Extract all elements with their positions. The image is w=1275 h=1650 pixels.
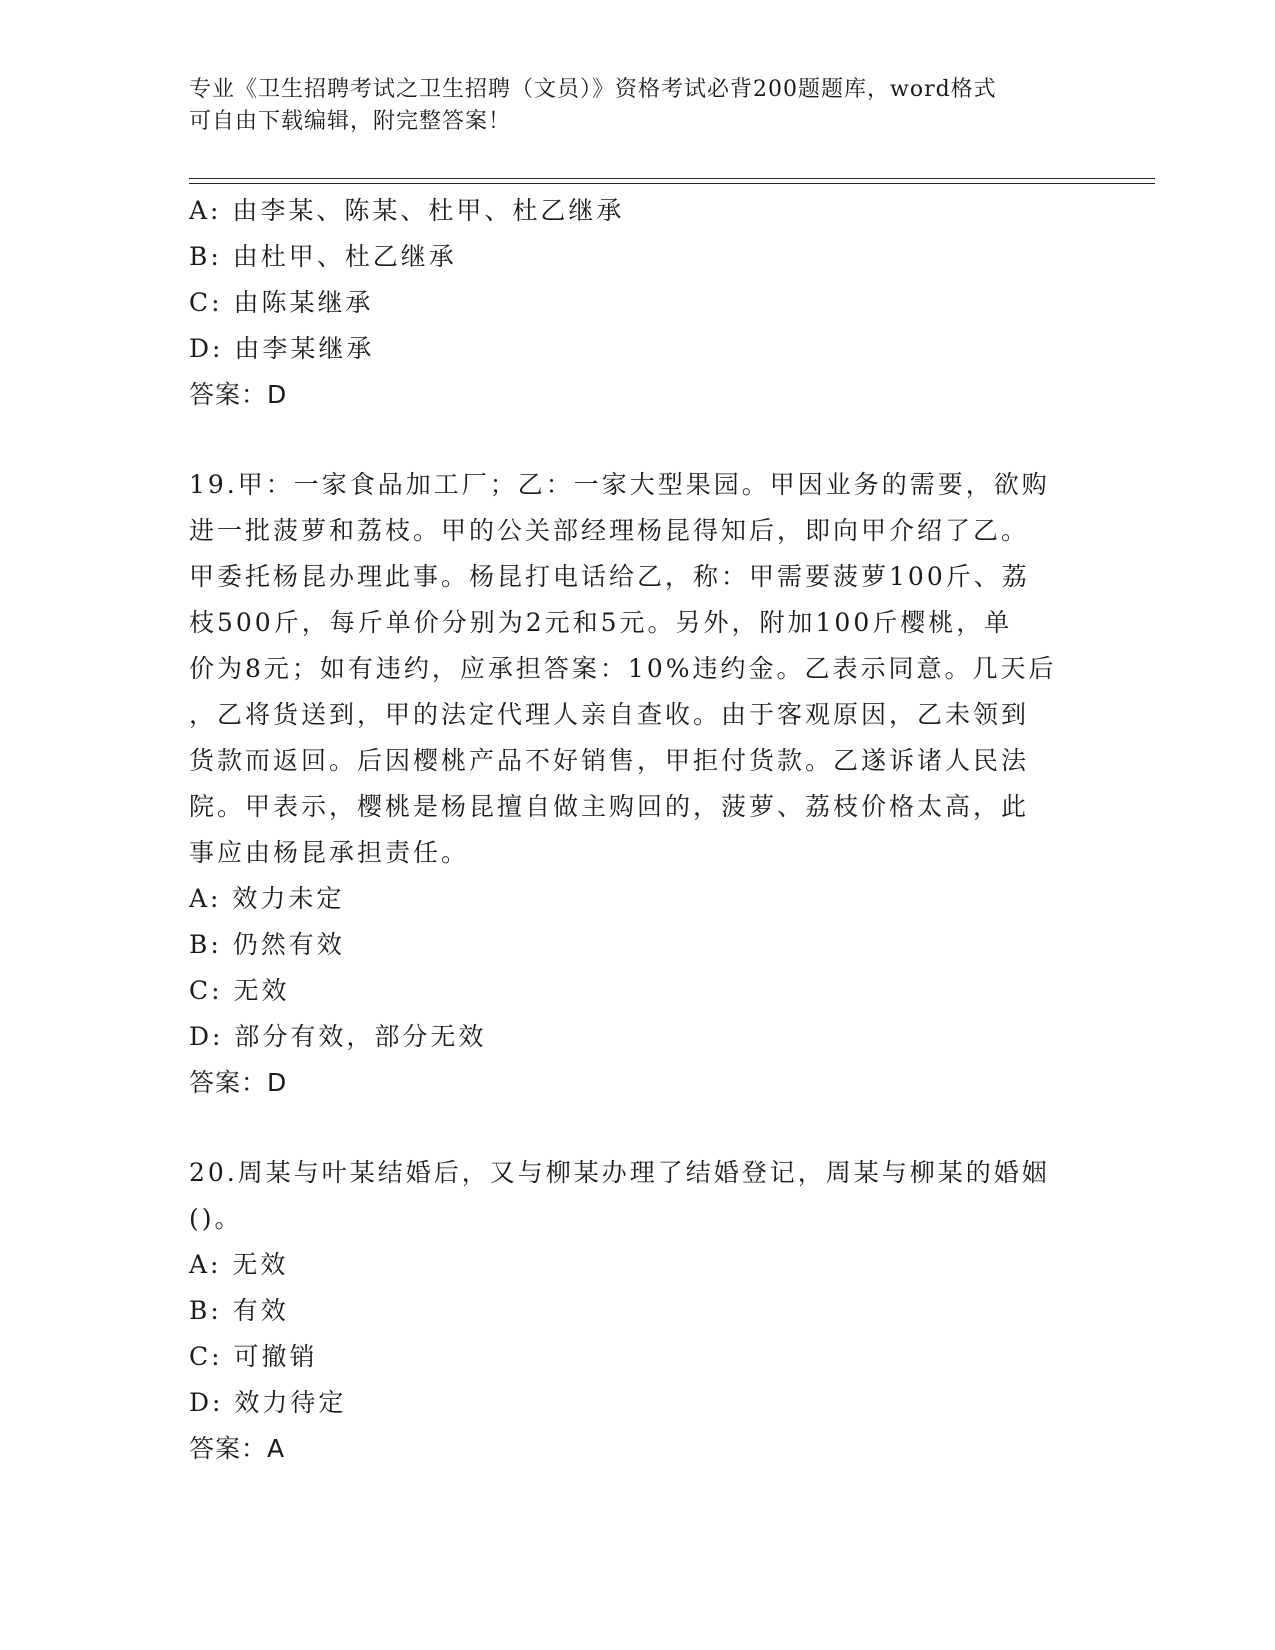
- question-content: [189, 188, 1089, 1472]
- question-19: [189, 462, 1089, 1106]
- option-a: A: 无效: [189, 1250, 289, 1279]
- question-20: [189, 1150, 1089, 1472]
- question-text-line: ，乙将货送到，甲的法定代理人亲自查收。由于客观原因，乙未领到: [189, 700, 1030, 729]
- question-text-line: 甲委托杨昆办理此事。杨昆打电话给乙，称：甲需要菠萝100斤、荔: [189, 562, 1030, 591]
- document-header: [189, 74, 1069, 138]
- option-c: C: 由陈某继承: [189, 288, 374, 317]
- answer-line: 答案：D: [189, 1068, 288, 1097]
- option-b: B: 有效: [189, 1296, 289, 1325]
- question-text-line: 院。甲表示，樱桃是杨昆擅自做主购回的，菠萝、荔枝价格太高，此: [189, 792, 1030, 821]
- answer-line: 答案：D: [189, 380, 288, 409]
- question-text-line: 货款而返回。后因樱桃产品不好销售，甲拒付货款。乙遂诉诸人民法: [189, 746, 1030, 775]
- option-d: D: 部分有效，部分无效: [189, 1022, 487, 1051]
- option-b: B: 由杜甲、杜乙继承: [189, 242, 457, 271]
- option-a: A: 效力未定: [189, 884, 345, 913]
- question-text-line: 价为8元；如有违约，应承担答案：10%违约金。乙表示同意。几天后: [189, 654, 1057, 683]
- question-text-line: 进一批菠萝和荔枝。甲的公关部经理杨昆得知后，即向甲介绍了乙。: [189, 516, 1030, 545]
- question-text-line: 19.甲：一家食品加工厂；乙：一家大型果园。甲因业务的需要，欲购: [189, 470, 1050, 499]
- question-text-line: 事应由杨昆承担责任。: [189, 838, 470, 867]
- option-b: B: 仍然有效: [189, 930, 345, 959]
- header-line-1: 专业《卫生招聘考试之卫生招聘（文员）》资格考试必背200题题库，word格式: [189, 77, 997, 102]
- header-divider-bottom: [189, 183, 1155, 184]
- option-a: A: 由李某、陈某、杜甲、杜乙继承: [189, 196, 625, 225]
- option-c: C: 无效: [189, 976, 290, 1005]
- header-divider-top: [189, 178, 1155, 179]
- answer-line: 答案：A: [189, 1434, 286, 1463]
- option-d: D: 效力待定: [189, 1388, 347, 1417]
- header-line-2: 可自由下载编辑，附完整答案！: [189, 109, 512, 134]
- spacer: [189, 418, 1089, 462]
- question-text-line: 20.周某与叶某结婚后，又与柳某办理了结婚登记，周某与柳某的婚姻: [189, 1158, 1050, 1187]
- question-text-line: 枝500斤，每斤单价分别为2元和5元。另外，附加100斤樱桃，单: [189, 608, 1013, 637]
- spacer: [189, 1106, 1089, 1150]
- option-d: D: 由李某继承: [189, 334, 375, 363]
- option-c: C: 可撤销: [189, 1342, 318, 1371]
- question-18-options: [189, 188, 1089, 418]
- question-text-line: ()。: [189, 1204, 243, 1233]
